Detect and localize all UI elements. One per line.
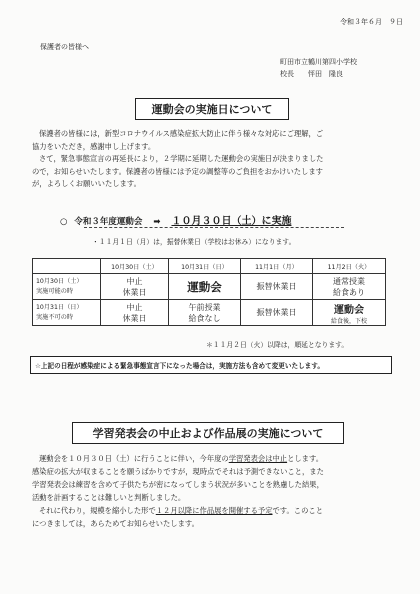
- paragraph-line: 活動を計画することは難しいと判断しました。: [32, 493, 186, 502]
- paragraph-line: 協力をいただき，感謝申し上げます。: [32, 141, 156, 151]
- table-header-cell: [33, 259, 101, 274]
- paragraph-line: 学習発表会は練習を含めて子供たちが密になってしまう状況が多いことを熟慮した結果，: [32, 480, 324, 489]
- exhibition-title: 学習発表会の中止および作品展の実施について: [72, 422, 344, 444]
- paragraph-line: 感染症の拡大が収まることを願うばかりですが，現時点でそれは予測できないこと，また: [32, 467, 324, 476]
- row-header-date: 10月31日（日）: [36, 303, 83, 311]
- row-header-condition: 実施不可の時: [36, 313, 74, 321]
- underlined-text: １２月以降に作品展を開催する予定: [155, 506, 273, 515]
- headline-rule: [84, 227, 344, 228]
- table-row: [33, 300, 386, 326]
- sports-day-intro: [32, 128, 392, 191]
- row-header-date: 10月30日（土）: [36, 277, 83, 285]
- table-header-cell: 11月1日（月）: [241, 259, 313, 274]
- table-header-cell: 10月31日（日）: [169, 259, 241, 274]
- paragraph-line: が，よろしくお願いいたします。: [32, 179, 141, 188]
- paragraph-line: 保護者の皆様には，新型コロナウイルス感染症拡大防止に伴う様々な対応にご理解，ご: [39, 129, 324, 138]
- table-header-cell: 11月2日（火）: [313, 259, 386, 274]
- row-header: [33, 300, 101, 326]
- table-cell: 振替休業日: [241, 274, 313, 300]
- table-header-row: [33, 259, 386, 274]
- exhibition-body: [32, 452, 397, 530]
- sports-day-title: 運動会の実施日について: [135, 98, 289, 120]
- postponement-note: ＊１１月２日（火）以降は，順延となります。: [206, 341, 349, 349]
- paragraph-line: ので，お知らせいたします。保護者の皆様には予定の調整等のご負担をおかけいたします: [32, 166, 323, 176]
- headline-prefix: 令和３年度運動会: [74, 217, 143, 227]
- table-row: [33, 274, 386, 300]
- schedule-table: [32, 258, 386, 326]
- paragraph-line: [32, 504, 397, 517]
- paragraph-line: につきましては，あらためてお知らせいたします。: [32, 519, 199, 528]
- paragraph-line: さて，緊急事態宣言の再延長により，２学期に延期した運動会の実施日が決まりました: [39, 154, 324, 163]
- table-header-cell: 10月30日（土）: [101, 259, 169, 274]
- cell-main-text: 運動会: [334, 304, 364, 316]
- row-header: [33, 274, 101, 300]
- text-segment: それに代わり，規模を縮小した形で: [39, 506, 156, 515]
- table-cell: 中止 休業日: [101, 274, 169, 300]
- table-cell: 運動会: [169, 274, 241, 300]
- addressee: 保護者の皆様へ: [40, 43, 89, 51]
- text-segment: とします。: [287, 454, 323, 463]
- paragraph-line: [32, 452, 397, 465]
- underlined-text: 学習発表会は中止: [228, 454, 288, 463]
- school-name: 町田市立鶴川第四小学校: [280, 58, 357, 66]
- table-cell: 中止 休業日: [101, 300, 169, 326]
- substitute-holiday-note: ・１１月１日（月）は，振替休業日（学校はお休み）になります。: [92, 238, 296, 246]
- text-segment: です。このこと: [272, 506, 323, 515]
- table-cell: [313, 300, 386, 326]
- headline-date: １０月３０日（土）に実施: [171, 216, 292, 227]
- table-cell: 通常授業 給食あり: [313, 274, 386, 300]
- bullet-circle-icon: ○: [60, 217, 68, 227]
- text-segment: 運動会を１０月３０日（土）に行うことに伴い，今年度の: [39, 454, 229, 463]
- change-notice: ☆上記の日程が感染症による緊急事態宣言下になった場合は，実施方法も含めて変更いたします。: [30, 356, 392, 374]
- arrow-right-icon: ➡: [153, 217, 161, 227]
- cell-sub-text: 給食後，下校: [330, 317, 367, 325]
- table-cell: 午前授業 給食なし: [169, 300, 241, 326]
- table-cell: 振替休業日: [241, 300, 313, 326]
- sports-day-headline: [60, 212, 291, 227]
- row-header-condition: 実施可能の時: [36, 287, 74, 295]
- principal-name: 校長 怦田 隆良: [280, 70, 343, 78]
- issue-date: 令和３年６月 ９日: [340, 18, 403, 26]
